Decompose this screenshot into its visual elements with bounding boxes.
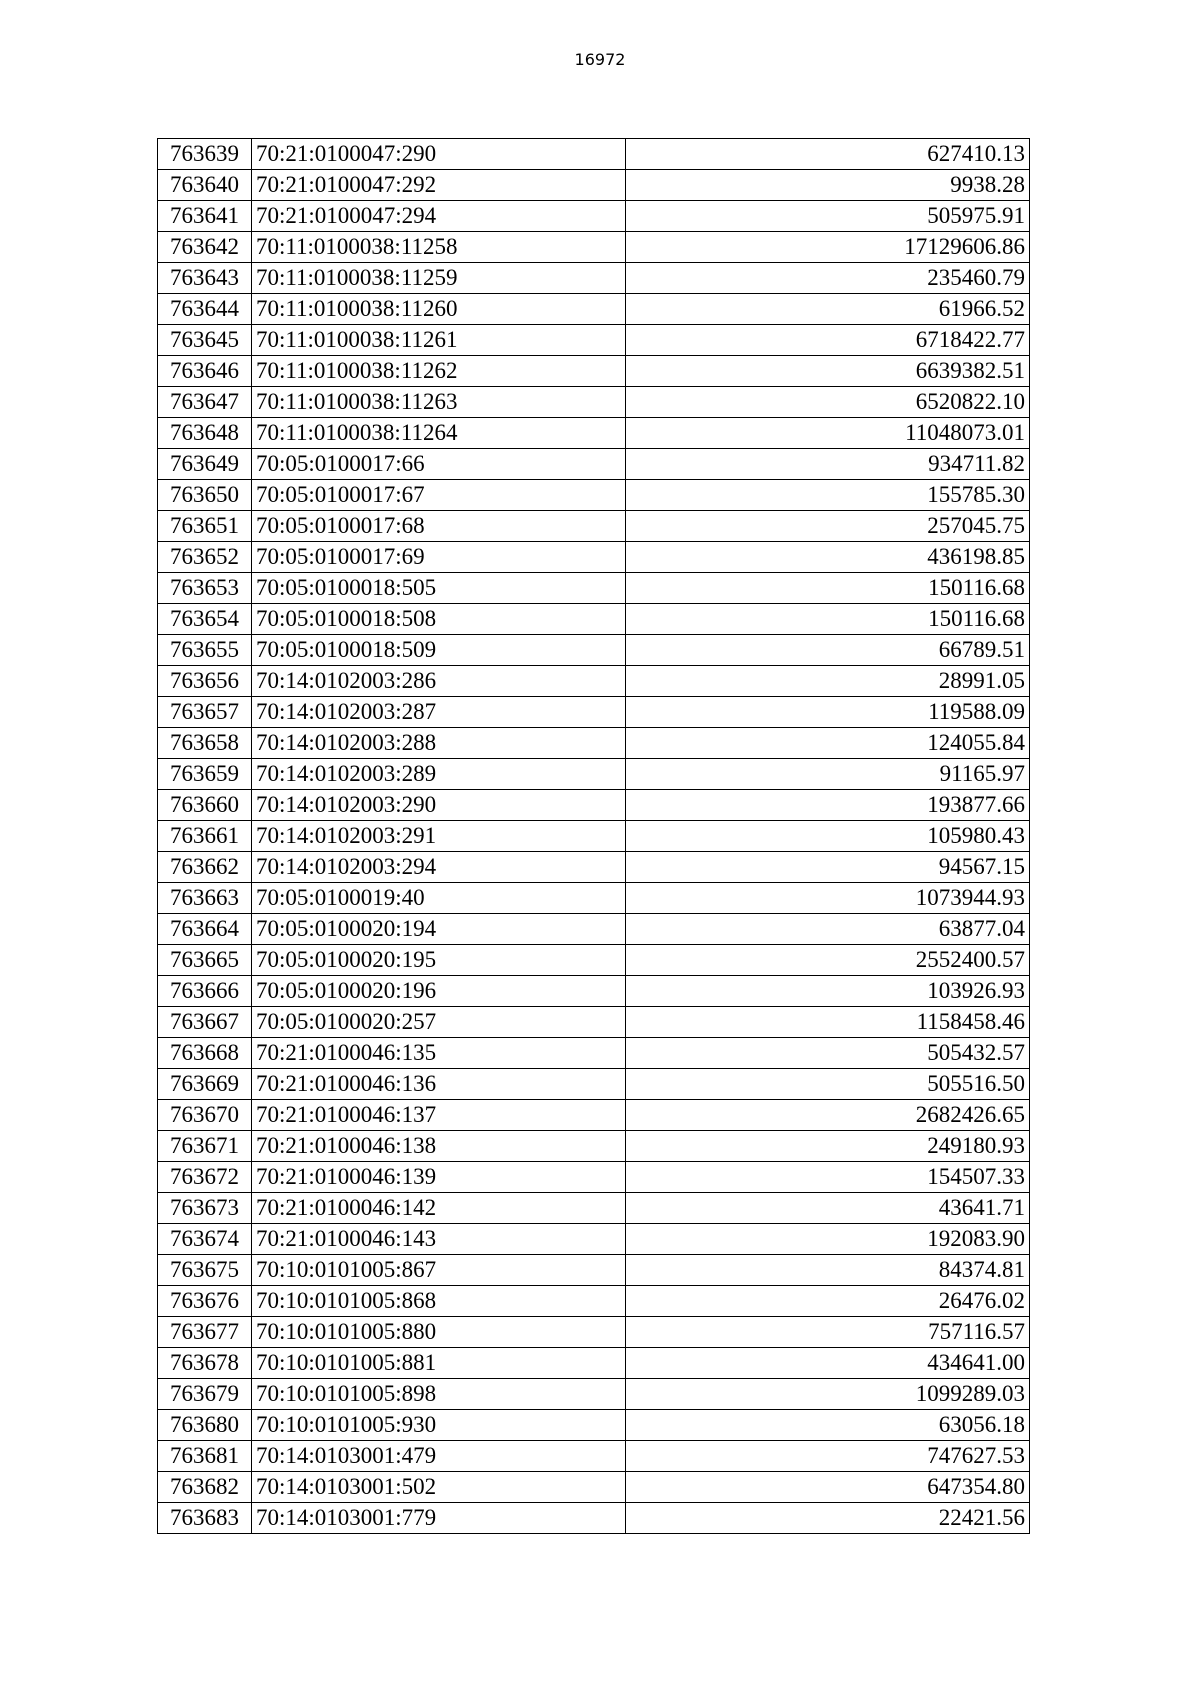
cadastral-number-cell: 70:21:0100046:142 [252,1193,626,1224]
table-row [158,511,1030,542]
cadastral-value-cell: 257045.75 [626,511,1030,542]
record-number-cell: 763640 [158,170,252,201]
cadastral-number-cell: 70:11:0100038:11258 [252,232,626,263]
cadastral-value-cell: 94567.15 [626,852,1030,883]
table-row [158,635,1030,666]
record-number-cell: 763663 [158,883,252,914]
table-row [158,1224,1030,1255]
table-row [158,1472,1030,1503]
record-number-cell: 763667 [158,1007,252,1038]
table-row [158,945,1030,976]
table-row [158,449,1030,480]
record-number-cell: 763669 [158,1069,252,1100]
table-row [158,294,1030,325]
record-number-cell: 763677 [158,1317,252,1348]
cadastral-value-cell: 63056.18 [626,1410,1030,1441]
record-number-cell: 763661 [158,821,252,852]
table-row [158,201,1030,232]
cadastral-number-cell: 70:21:0100046:139 [252,1162,626,1193]
record-number-cell: 763674 [158,1224,252,1255]
record-number-cell: 763678 [158,1348,252,1379]
cadastral-number-cell: 70:11:0100038:11262 [252,356,626,387]
record-number-cell: 763682 [158,1472,252,1503]
record-number-cell: 763653 [158,573,252,604]
table-row [158,976,1030,1007]
cadastral-number-cell: 70:05:0100019:40 [252,883,626,914]
cadastral-number-cell: 70:14:0102003:286 [252,666,626,697]
record-number-cell: 763679 [158,1379,252,1410]
cadastral-value-cell: 757116.57 [626,1317,1030,1348]
table-row [158,170,1030,201]
cadastral-value-cell: 2552400.57 [626,945,1030,976]
cadastral-value-cell: 6639382.51 [626,356,1030,387]
cadastral-value-cell: 17129606.86 [626,232,1030,263]
record-number-cell: 763664 [158,914,252,945]
cadastral-number-cell: 70:21:0100046:137 [252,1100,626,1131]
cadastral-value-cell: 43641.71 [626,1193,1030,1224]
cadastral-number-cell: 70:10:0101005:930 [252,1410,626,1441]
record-number-cell: 763676 [158,1286,252,1317]
cadastral-number-cell: 70:14:0102003:289 [252,759,626,790]
cadastral-value-cell: 249180.93 [626,1131,1030,1162]
cadastral-number-cell: 70:14:0102003:290 [252,790,626,821]
record-number-cell: 763671 [158,1131,252,1162]
cadastral-number-cell: 70:14:0102003:288 [252,728,626,759]
cadastral-number-cell: 70:10:0101005:867 [252,1255,626,1286]
table-row [158,1069,1030,1100]
cadastral-value-cell: 63877.04 [626,914,1030,945]
cadastral-number-cell: 70:05:0100017:67 [252,480,626,511]
record-number-cell: 763656 [158,666,252,697]
record-number-cell: 763644 [158,294,252,325]
cadastral-value-table [157,138,1030,1534]
page-number: 16972 [574,50,626,69]
record-number-cell: 763652 [158,542,252,573]
cadastral-value-cell: 91165.97 [626,759,1030,790]
cadastral-value-cell: 1073944.93 [626,883,1030,914]
table-row [158,728,1030,759]
table-row [158,1100,1030,1131]
table-row [158,387,1030,418]
cadastral-number-cell: 70:21:0100047:290 [252,139,626,170]
table-body [158,139,1030,1534]
cadastral-number-cell: 70:11:0100038:11264 [252,418,626,449]
record-number-cell: 763657 [158,697,252,728]
cadastral-number-cell: 70:21:0100046:136 [252,1069,626,1100]
record-number-cell: 763668 [158,1038,252,1069]
record-number-cell: 763655 [158,635,252,666]
record-number-cell: 763649 [158,449,252,480]
cadastral-value-cell: 436198.85 [626,542,1030,573]
cadastral-number-cell: 70:11:0100038:11261 [252,325,626,356]
cadastral-value-cell: 28991.05 [626,666,1030,697]
cadastral-value-cell: 505516.50 [626,1069,1030,1100]
table-row [158,1441,1030,1472]
record-number-cell: 763666 [158,976,252,1007]
table-row [158,356,1030,387]
cadastral-number-cell: 70:05:0100018:505 [252,573,626,604]
table-row [158,1348,1030,1379]
record-number-cell: 763662 [158,852,252,883]
record-number-cell: 763650 [158,480,252,511]
table-row [158,1255,1030,1286]
record-number-cell: 763660 [158,790,252,821]
table-row [158,232,1030,263]
cadastral-number-cell: 70:11:0100038:11259 [252,263,626,294]
cadastral-number-cell: 70:05:0100020:196 [252,976,626,1007]
cadastral-number-cell: 70:21:0100047:292 [252,170,626,201]
record-number-cell: 763673 [158,1193,252,1224]
cadastral-number-cell: 70:10:0101005:880 [252,1317,626,1348]
record-number-cell: 763645 [158,325,252,356]
table-row [158,759,1030,790]
cadastral-value-cell: 627410.13 [626,139,1030,170]
cadastral-number-cell: 70:21:0100046:135 [252,1038,626,1069]
record-number-cell: 763665 [158,945,252,976]
cadastral-value-cell: 103926.93 [626,976,1030,1007]
cadastral-number-cell: 70:11:0100038:11260 [252,294,626,325]
cadastral-number-cell: 70:11:0100038:11263 [252,387,626,418]
table-row [158,1379,1030,1410]
table-row [158,1286,1030,1317]
record-number-cell: 763680 [158,1410,252,1441]
cadastral-value-cell: 154507.33 [626,1162,1030,1193]
cadastral-number-cell: 70:05:0100020:257 [252,1007,626,1038]
cadastral-value-cell: 84374.81 [626,1255,1030,1286]
table-row [158,1162,1030,1193]
table-row [158,573,1030,604]
table-row [158,418,1030,449]
record-number-cell: 763647 [158,387,252,418]
cadastral-number-cell: 70:10:0101005:868 [252,1286,626,1317]
cadastral-value-cell: 26476.02 [626,1286,1030,1317]
record-number-cell: 763672 [158,1162,252,1193]
table-row [158,914,1030,945]
cadastral-value-cell: 934711.82 [626,449,1030,480]
table-row [158,1007,1030,1038]
cadastral-number-cell: 70:21:0100046:143 [252,1224,626,1255]
cadastral-value-cell: 1158458.46 [626,1007,1030,1038]
table-row [158,1410,1030,1441]
record-number-cell: 763670 [158,1100,252,1131]
table-row [158,263,1030,294]
cadastral-number-cell: 70:05:0100017:68 [252,511,626,542]
table-row [158,1038,1030,1069]
cadastral-number-cell: 70:14:0102003:291 [252,821,626,852]
record-number-cell: 763648 [158,418,252,449]
table-row [158,883,1030,914]
cadastral-value-cell: 2682426.65 [626,1100,1030,1131]
cadastral-value-cell: 1099289.03 [626,1379,1030,1410]
cadastral-number-cell: 70:14:0103001:502 [252,1472,626,1503]
table-row [158,1131,1030,1162]
record-number-cell: 763651 [158,511,252,542]
cadastral-number-cell: 70:14:0102003:294 [252,852,626,883]
cadastral-value-cell: 66789.51 [626,635,1030,666]
cadastral-value-cell: 11048073.01 [626,418,1030,449]
cadastral-value-cell: 505432.57 [626,1038,1030,1069]
cadastral-number-cell: 70:21:0100046:138 [252,1131,626,1162]
cadastral-value-cell: 192083.90 [626,1224,1030,1255]
table-row [158,480,1030,511]
table-row [158,139,1030,170]
cadastral-value-cell: 61966.52 [626,294,1030,325]
cadastral-number-cell: 70:05:0100017:69 [252,542,626,573]
cadastral-value-cell: 235460.79 [626,263,1030,294]
table-row [158,821,1030,852]
cadastral-value-cell: 119588.09 [626,697,1030,728]
cadastral-value-cell: 150116.68 [626,573,1030,604]
cadastral-value-cell: 193877.66 [626,790,1030,821]
cadastral-value-cell: 6520822.10 [626,387,1030,418]
cadastral-number-cell: 70:05:0100018:508 [252,604,626,635]
cadastral-value-cell: 505975.91 [626,201,1030,232]
table-row [158,325,1030,356]
record-number-cell: 763642 [158,232,252,263]
cadastral-value-cell: 9938.28 [626,170,1030,201]
cadastral-number-cell: 70:14:0102003:287 [252,697,626,728]
cadastral-value-cell: 647354.80 [626,1472,1030,1503]
record-number-cell: 763654 [158,604,252,635]
table-row [158,697,1030,728]
cadastral-value-cell: 150116.68 [626,604,1030,635]
table-row [158,666,1030,697]
record-number-cell: 763639 [158,139,252,170]
table-row [158,604,1030,635]
record-number-cell: 763683 [158,1503,252,1534]
cadastral-value-cell: 105980.43 [626,821,1030,852]
table-row [158,852,1030,883]
cadastral-value-cell: 6718422.77 [626,325,1030,356]
record-number-cell: 763658 [158,728,252,759]
cadastral-number-cell: 70:21:0100047:294 [252,201,626,232]
table-row [158,1317,1030,1348]
cadastral-value-cell: 155785.30 [626,480,1030,511]
cadastral-value-cell: 124055.84 [626,728,1030,759]
cadastral-value-cell: 434641.00 [626,1348,1030,1379]
cadastral-number-cell: 70:10:0101005:898 [252,1379,626,1410]
cadastral-value-cell: 22421.56 [626,1503,1030,1534]
record-number-cell: 763659 [158,759,252,790]
cadastral-number-cell: 70:10:0101005:881 [252,1348,626,1379]
record-number-cell: 763646 [158,356,252,387]
cadastral-number-cell: 70:05:0100020:194 [252,914,626,945]
record-number-cell: 763641 [158,201,252,232]
cadastral-number-cell: 70:05:0100017:66 [252,449,626,480]
table-row [158,1193,1030,1224]
table-row [158,1503,1030,1534]
cadastral-number-cell: 70:05:0100020:195 [252,945,626,976]
cadastral-number-cell: 70:05:0100018:509 [252,635,626,666]
record-number-cell: 763675 [158,1255,252,1286]
table-row [158,790,1030,821]
cadastral-value-cell: 747627.53 [626,1441,1030,1472]
record-number-cell: 763643 [158,263,252,294]
cadastral-number-cell: 70:14:0103001:479 [252,1441,626,1472]
record-number-cell: 763681 [158,1441,252,1472]
table-row [158,542,1030,573]
cadastral-number-cell: 70:14:0103001:779 [252,1503,626,1534]
